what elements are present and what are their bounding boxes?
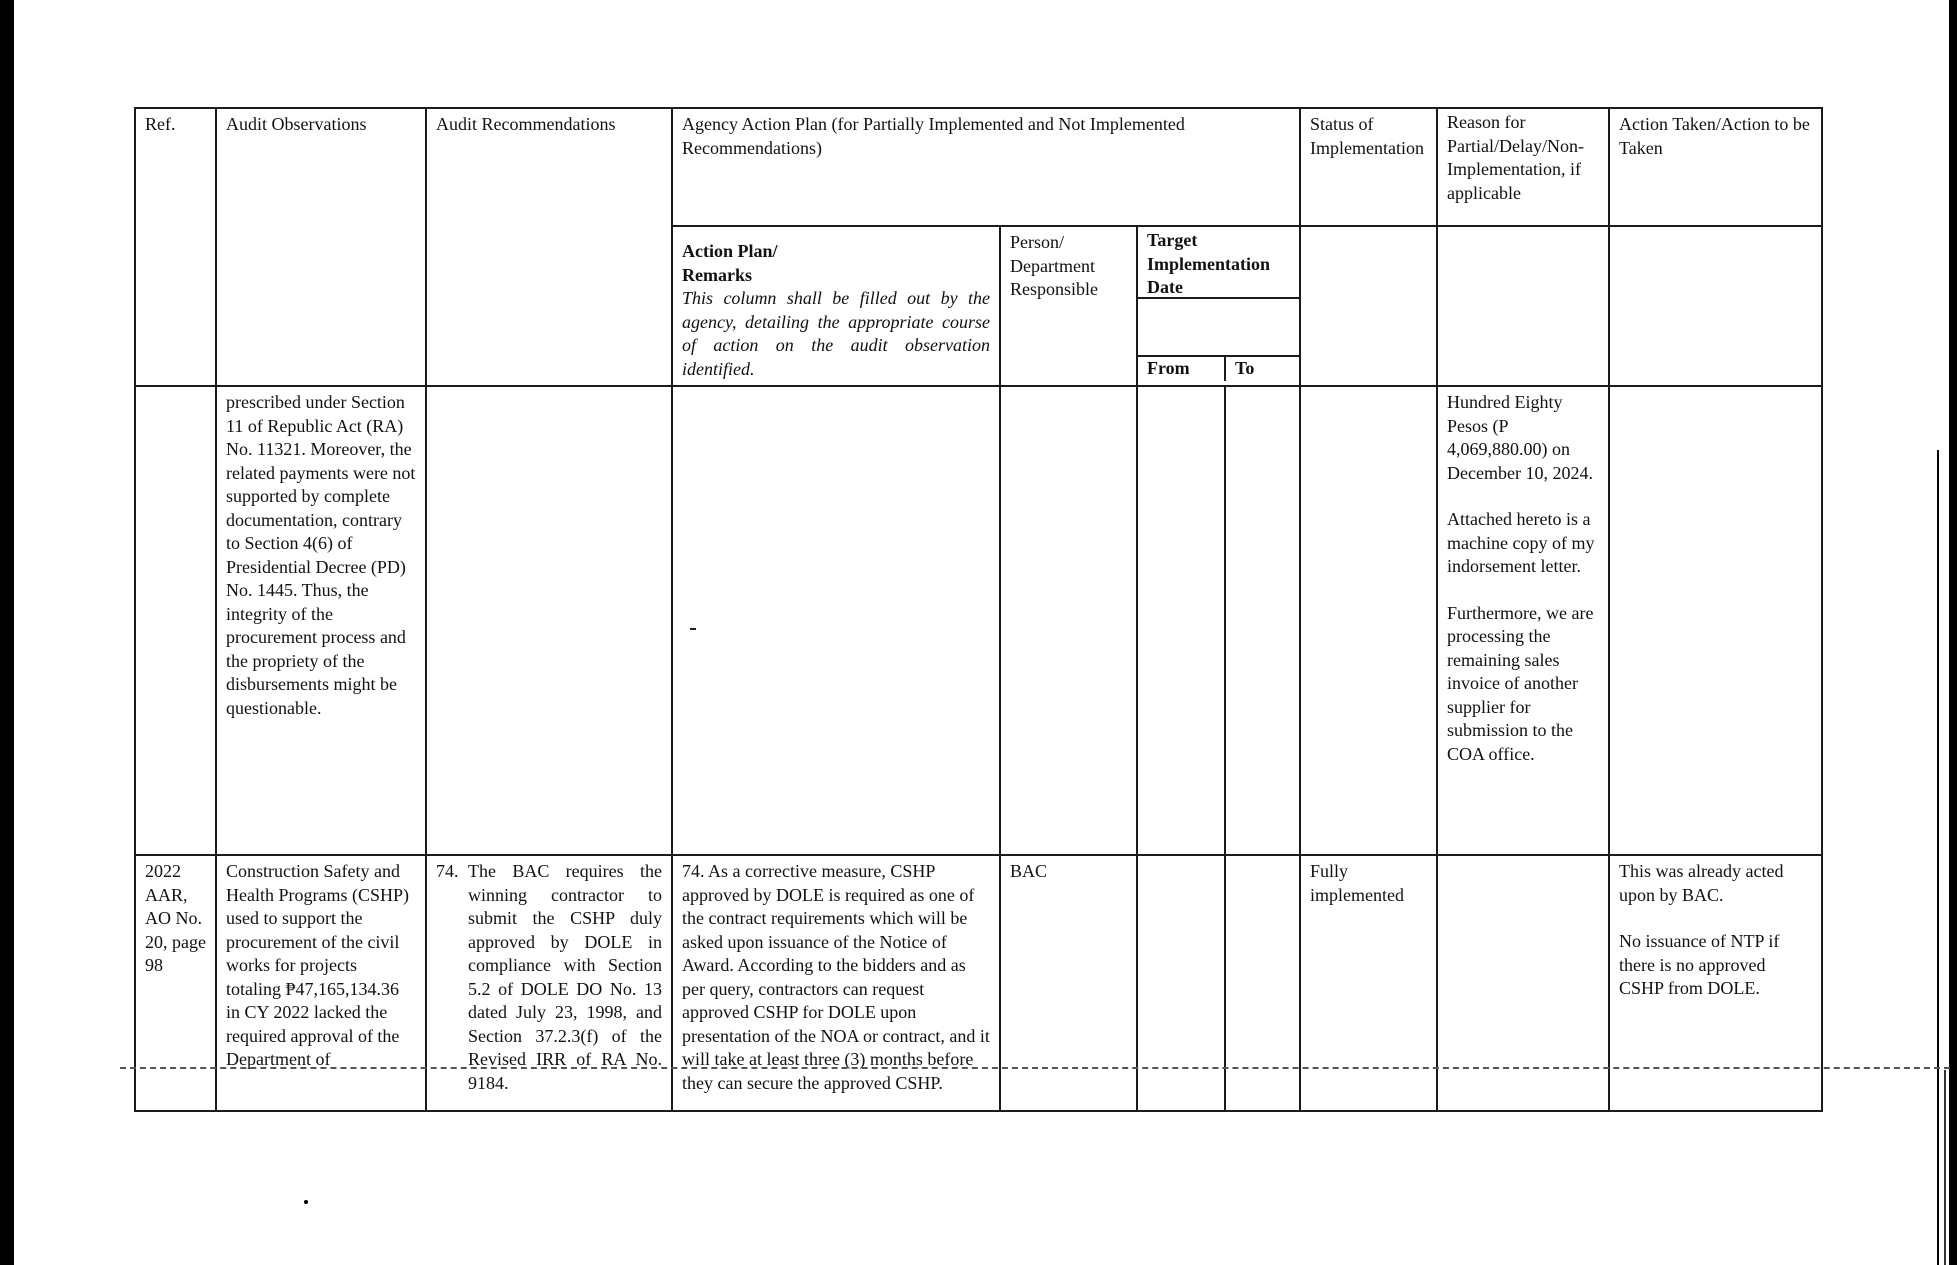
scan-edge-line [1937, 450, 1939, 1265]
reason-paragraph: Furthermore, we are processing the remaining sales invoice of another supplier for submission to the COA office. [1447, 602, 1594, 764]
scan-mark [690, 628, 696, 630]
header-action-plan [672, 226, 1000, 386]
header-audit-recommendations: Audit Recommendations [426, 108, 672, 386]
audit-action-plan-table [134, 107, 1823, 1112]
scan-border-left [0, 0, 14, 1265]
page-cut-line [120, 1067, 1950, 1069]
action-plan-note: This column shall be filled out by the agency, detailing the appropriate course of action on the audit observation identified. [682, 288, 990, 379]
header-person-responsible: Person/ Department Responsible [1000, 226, 1137, 386]
header-agency-action-plan: Agency Action Plan (for Partially Implemented and Not Implemented Recommendations) [672, 108, 1300, 226]
row1-observation: prescribed under Section 11 of Republic Act (RA) No. 11321. Moreover, the related payments were not supported by complete documentation, contrary to Section 4(6) of Presidential Decree (PD) No. 1445. Thus, the integrity of the procurement process and the propriety of the disbursements might be questionable. [216, 386, 426, 855]
header-action-taken: Action Taken/Action to be Taken [1609, 108, 1822, 226]
header-audit-observations: Audit Observations [216, 108, 426, 386]
table-row [135, 386, 1822, 855]
header-status: Status of Implementation [1300, 108, 1437, 226]
row1-recommendation [426, 386, 672, 855]
header-target-date [1137, 226, 1300, 386]
action-taken-paragraph: This was already acted upon by BAC. [1619, 861, 1784, 905]
target-date-subheaders [1138, 357, 1299, 381]
row1-status [1300, 386, 1437, 855]
row1-to [1225, 386, 1300, 855]
target-date-spacer [1138, 299, 1299, 357]
scan-speck [304, 1200, 308, 1204]
row2-person: BAC [1000, 855, 1137, 1111]
row2-observation: Construction Safety and Health Programs (CSHP) used to support the procurement of the civil works for projects totaling ₱47,165,134.36 in CY 2022 lacked the required approval of the Department of [216, 855, 426, 1111]
header-reason: Reason for Partial/Delay/Non-Implementation, if applicable [1437, 108, 1609, 226]
header-action-taken-blank [1609, 226, 1822, 386]
row1-action-plan [672, 386, 1000, 855]
row2-action-taken [1609, 855, 1822, 1111]
action-plan-remarks: Remarks [682, 264, 752, 285]
header-reason-blank [1437, 226, 1609, 386]
row2-action-plan: 74. As a corrective measure, CSHP approved by DOLE is required as one of the contract requirements which will be asked upon issuance of the Notice of Award. According to the bidders and as per query, contractors can request approved CSHP for DOLE upon presentation of the NOA or contract, and it will take at least three (3) months before they can secure the approved CSHP. [672, 855, 1000, 1111]
scan-edge-line-lower [1944, 1070, 1946, 1265]
header-to: To [1235, 358, 1255, 378]
row1-from [1137, 386, 1225, 855]
row2-recommendation [426, 855, 672, 1111]
row2-status: Fully implemented [1300, 855, 1437, 1111]
header-ref: Ref. [135, 108, 216, 386]
header-status-blank [1300, 226, 1437, 386]
recommendation-number: 74. [436, 861, 459, 881]
row1-reason [1437, 386, 1609, 855]
action-taken-paragraph: No issuance of NTP if there is no approved CSHP from DOLE. [1619, 931, 1780, 998]
scan-border-right [1949, 0, 1957, 1265]
recommendation-text: The BAC requires the winning contractor to submit the CSHP duly approved by DOLE in compliance with Section 5.2 of DOLE DO No. 13 dated July 23, 1998, and Section 37.2.3(f) of the Revised IRR of RA No. 9184. [468, 861, 662, 1093]
row2-from [1137, 855, 1225, 1111]
action-plan-title: Action Plan/ [682, 241, 778, 261]
target-date-label: Target Implementation Date [1138, 227, 1299, 299]
reason-paragraph: Attached hereto is a machine copy of my indorsement letter. [1447, 509, 1595, 576]
row2-to [1225, 855, 1300, 1111]
header-from: From [1138, 357, 1226, 381]
row1-action-taken [1609, 386, 1822, 855]
header-row-top [135, 108, 1822, 226]
row1-person [1000, 386, 1137, 855]
row1-ref [135, 386, 216, 855]
reason-paragraph: Hundred Eighty Pesos (P 4,069,880.00) on December 10, 2024. [1447, 392, 1593, 483]
row2-ref: 2022 AAR, AO No. 20, page 98 [135, 855, 216, 1111]
row2-reason [1437, 855, 1609, 1111]
table-row [135, 855, 1822, 1111]
